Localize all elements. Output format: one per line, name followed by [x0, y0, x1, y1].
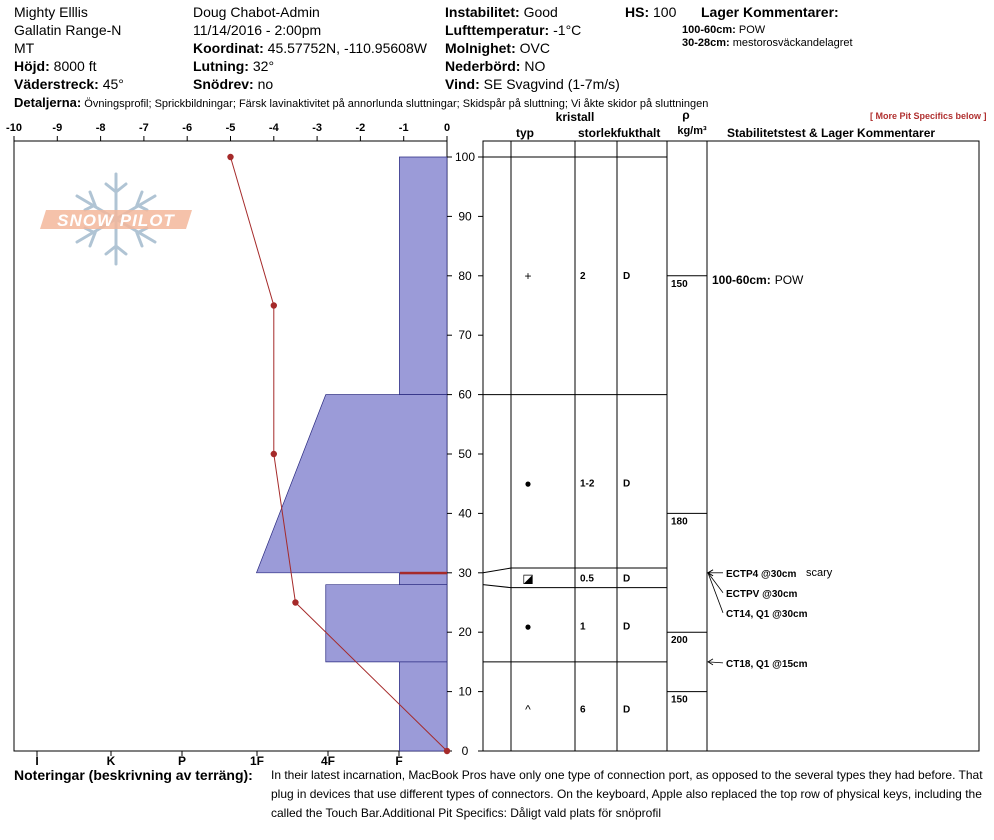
- layer-wetness: D: [623, 573, 631, 585]
- layer-connector: [483, 568, 511, 573]
- stability-test-label: ECTP4 @30cm: [726, 568, 797, 580]
- layer-wetness: D: [623, 270, 631, 282]
- depth-tick-label: 0: [461, 744, 469, 758]
- temp-tick-label: -1: [398, 122, 409, 134]
- hs-value: 100: [653, 4, 677, 20]
- wind-label: Vind:: [445, 76, 480, 92]
- col-header-stability: Stabilitetstest & Lager Kommentarer: [727, 126, 936, 140]
- temp-tick-label: -10: [6, 122, 22, 134]
- stability-label: Instabilitet:: [445, 4, 520, 20]
- hardness-layer-bar: [399, 157, 447, 395]
- layer-comment-row: [712, 273, 804, 287]
- airtemp-value: -1°C: [553, 22, 582, 38]
- temp-tick-label: -5: [225, 122, 236, 134]
- more-pit-specifics-link[interactable]: [ More Pit Specifics below ]: [870, 111, 987, 121]
- airtemp-label: Lufttemperatur:: [445, 22, 550, 38]
- layer-connector: [483, 585, 511, 588]
- depth-tick-label: 10: [458, 684, 472, 699]
- layer-grain-size: 0.5: [580, 573, 594, 585]
- depth-tick-label: 90: [458, 209, 472, 224]
- sky-label: Molnighet:: [445, 40, 516, 56]
- snowdrift-value: no: [257, 76, 274, 92]
- layer-comments-title: Lager Kommentarer:: [701, 4, 839, 20]
- density-value: 180: [671, 516, 688, 528]
- layer-wetness: D: [623, 704, 631, 716]
- stability-test-label: CT14, Q1 @30cm: [726, 608, 808, 620]
- temp-tick-label: -8: [95, 122, 106, 134]
- stability-test-label: CT18, Q1 @15cm: [726, 658, 808, 670]
- temperature-point: [444, 748, 450, 754]
- stability-test-arrow: [708, 573, 723, 593]
- details-value: Övningsprofil; Sprickbildningar; Färsk lavinaktivitet på annorlunda sluttningar; Skidspår på sluttning; Vi åkte skidor på sluttningen: [84, 98, 709, 110]
- layer-comment-text: POW: [774, 272, 804, 287]
- notes-line-1: In their latest incarnation, MacBook Pros have only one type of connection port, as opposed to the several types they had before. That: [271, 768, 983, 782]
- logo-text: SNOW PILOT: [57, 211, 175, 230]
- layer-grain-size: 1-2: [580, 478, 595, 490]
- layer-grain-type: ^: [525, 702, 531, 717]
- hardness-label: F: [395, 754, 403, 768]
- hardness-label: K: [106, 754, 116, 768]
- observation-datetime: 11/14/2016 - 2:00pm: [193, 22, 322, 38]
- slope-value: 32°: [252, 58, 275, 74]
- snowpilot-logo: [40, 174, 192, 264]
- hardness-label: I: [35, 754, 39, 768]
- range-name: Gallatin Range-N: [14, 22, 122, 38]
- layer-wetness: D: [623, 478, 631, 490]
- notes-line-3: called the Touch Bar.Additional Pit Specifics: Dåligt vald plats för snöprofil: [271, 806, 661, 820]
- layer-comment-text: mestorosväckandelagret: [732, 37, 853, 49]
- notes-line-2: plug in devices that use different types of connectors. On the keyboard, Apple also replaced the top row of physical keys, including the: [271, 787, 982, 801]
- col-header-kristall: kristall: [555, 110, 595, 124]
- depth-tick-label: 100: [454, 150, 476, 164]
- stability-value: Good: [523, 4, 558, 20]
- details-label: Detaljerna:: [14, 95, 82, 110]
- layer-grain-size: 6: [580, 704, 586, 716]
- slope-label: Lutning:: [193, 58, 249, 74]
- snowdrift-label: Snödrev:: [193, 76, 254, 92]
- weak-layer-marker: [400, 572, 447, 575]
- col-header-fukthalt: fukthalt: [617, 126, 661, 140]
- layer-comment-depth: 100-60cm:: [712, 272, 771, 287]
- notes-label: Noteringar (beskrivning av terräng):: [14, 767, 253, 783]
- temperature-point: [227, 154, 233, 160]
- hardness-layer-bar: [399, 662, 447, 751]
- col-header-storlek: storlek: [578, 126, 618, 140]
- aspect-value: 45°: [102, 76, 124, 92]
- depth-tick-label: 80: [458, 268, 472, 283]
- aspect-label: Väderstreck:: [14, 76, 99, 92]
- hardness-label: 4F: [320, 754, 336, 768]
- elevation-value: 8000 ft: [53, 58, 97, 74]
- precip-label: Nederbörd:: [445, 58, 521, 74]
- hardness-label: P: [177, 754, 187, 768]
- temp-tick-label: 0: [443, 122, 451, 134]
- col-header-typ: typ: [516, 126, 534, 140]
- layer-comment-text: POW: [738, 24, 766, 36]
- layer-grain-type: ●: [524, 476, 532, 491]
- hs-label: HS:: [625, 4, 650, 20]
- layer-grain-size: 2: [580, 270, 586, 282]
- layer-grain-type: ◪: [522, 571, 534, 586]
- stability-test-comment: scary: [806, 566, 833, 579]
- temp-tick-label: -3: [312, 122, 322, 134]
- stability-test-arrow: [708, 573, 723, 613]
- layer-comment-depth: 30-28cm:: [682, 37, 730, 49]
- density-value: 200: [671, 635, 688, 647]
- hardness-label: 1F: [249, 754, 265, 768]
- layer-grain-type: ●: [524, 619, 532, 634]
- stability-test-label: ECTPV @30cm: [726, 588, 798, 600]
- depth-tick-label: 70: [458, 328, 472, 343]
- layer-grain-size: 1: [580, 621, 586, 633]
- depth-tick-label: 50: [458, 447, 472, 461]
- precip-value: NO: [524, 58, 546, 74]
- user-name: Doug Chabot-Admin: [193, 4, 320, 20]
- observer-name: Mighty Elllis: [14, 4, 88, 20]
- temp-tick-label: -6: [182, 122, 193, 134]
- col-header-density-unit: kg/m³: [677, 125, 707, 137]
- coords-value: 45.57752N, -110.95608W: [267, 40, 427, 56]
- stability-test-arrow: [708, 662, 723, 663]
- temperature-point: [271, 302, 277, 308]
- layer-grain-type: +: [524, 268, 532, 283]
- density-value: 150: [671, 694, 688, 706]
- temp-tick-label: -4: [268, 122, 279, 134]
- state: MT: [14, 40, 35, 56]
- depth-tick-label: 30: [458, 565, 472, 580]
- coords-label: Koordinat:: [193, 40, 264, 56]
- depth-tick-label: 40: [458, 506, 472, 521]
- hardness-layer-bar: [399, 573, 447, 585]
- wind-value: SE Svagvind (1-7m/s): [483, 76, 620, 92]
- layer-comment-depth: 100-60cm:: [682, 24, 736, 36]
- temperature-point: [292, 599, 298, 605]
- sky-value: OVC: [519, 40, 550, 56]
- temp-tick-label: -9: [52, 122, 63, 134]
- density-value: 150: [671, 278, 688, 290]
- temp-tick-label: -7: [139, 122, 149, 134]
- depth-tick-label: 20: [458, 625, 472, 640]
- hardness-layer-bar: [256, 395, 447, 573]
- elevation-label: Höjd:: [14, 58, 50, 74]
- layer-wetness: D: [623, 621, 631, 633]
- depth-tick-label: 60: [458, 387, 472, 402]
- temp-tick-label: -2: [355, 122, 366, 134]
- col-header-rho: ρ: [682, 108, 690, 122]
- temperature-point: [271, 451, 277, 457]
